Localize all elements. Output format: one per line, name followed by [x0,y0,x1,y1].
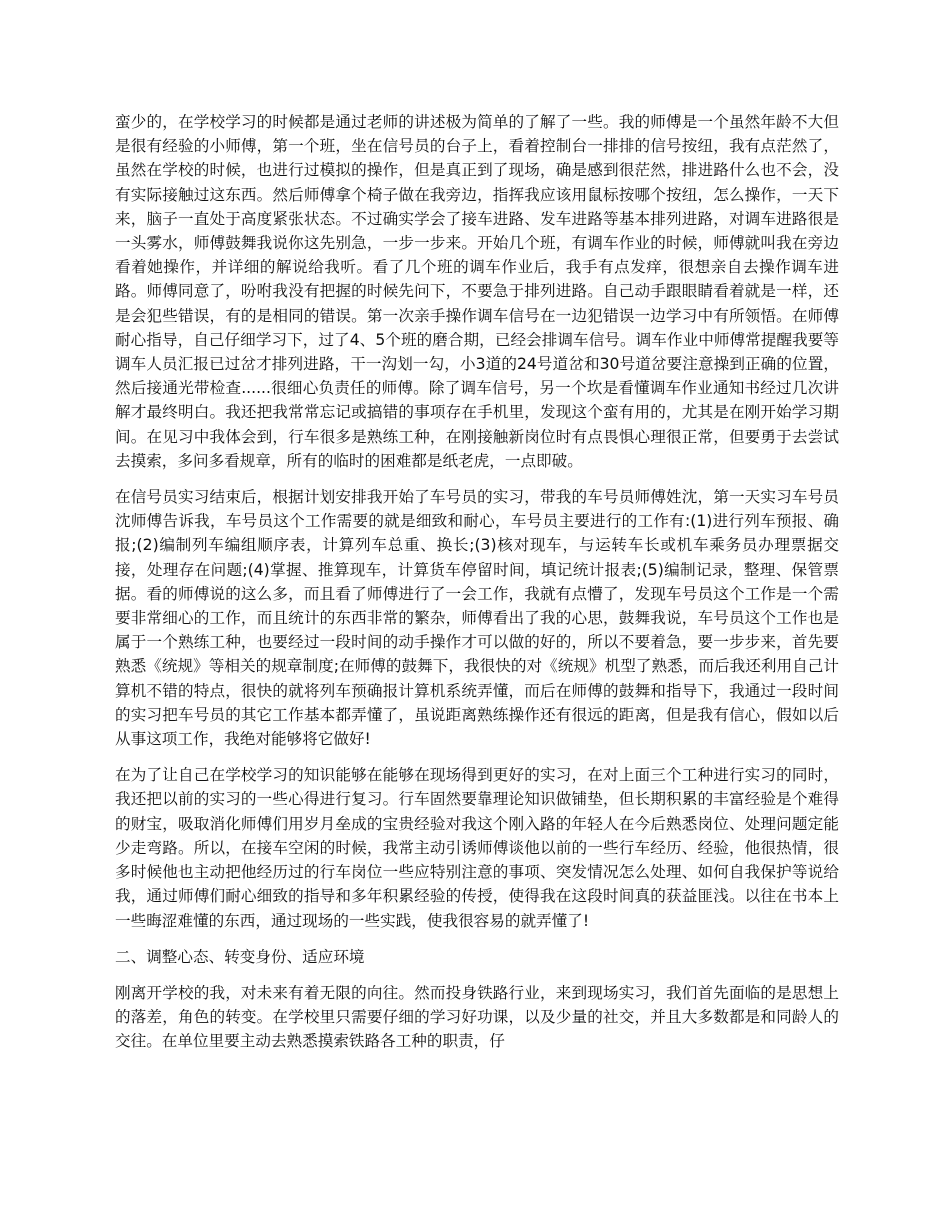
paragraph-car-number-clerk-training: 在信号员实习结束后，根据计划安排我开始了车号员的实习，带我的车号员师傅姓沈，第一天实习车号员沈师傅告诉我，车号员这个工作需要的就是细致和耐心，车号员主要进行的工作有:(1)进行列车预报、确报;(2)编制列车编组顺序表，计算列车总重、换长;(3)核对现车，与运转车长或机车乘务员办理票据交接，处理存在问题;(4)掌握、推算现车，计算货车停留时间，填记统计报表;(5)编制记录，整理、保管票据。看的师傅说的这么多，而且看了师傅进行了一会工作，我就有点懵了，发现车号员这个工作是一个需要非常细心的工作，而且统计的东西非常的繁杂，师傅看出了我的心思，鼓舞我说，车号员这个工作也是属于一个熟练工种，也要经过一段时间的动手操作才可以做的好的，所以不要着急，要一步步来，首先要熟悉《统规》等相关的规章制度;在师傅的鼓舞下，我很快的对《统规》机型了熟悉，而后我还利用自己计算机不错的特点，很快的就将列车预确报计算机系统弄懂，而后在师傅的鼓舞和指导下，我通过一段时间的实习把车号员的其它工作基本都弄懂了，虽说距离熟练操作还有很远的距离，但是我有信心，假如以后从事这项工作，我绝对能够将它做好! [115,488,839,749]
section-heading-adjust-mindset: 二、调整心态、转变身份、适应环境 [115,947,365,966]
paragraph-signalman-training: 蛮少的，在学校学习的时候都是通过老师的讲述极为简单的了解了一些。我的师傅是一个虽然年龄不大但是很有经验的小师傅，第一个班，坐在信号员的台子上，看着控制台一排排的信号按纽，我有点茫然了，虽然在学校的时候，也进行过模拟的操作，但是真正到了现场，确是感到很茫然，排进路什么也不会，没有实际接触过这东西。然后师傅拿个椅子做在我旁边，指挥我应该用鼠标按哪个按纽，怎么操作，一天下来，脑子一直处于高度紧张状态。不过确实学会了接车进路、发车进路等基本排列进路，对调车进路很是一头雾水，师傅鼓舞我说你这先别急，一步一步来。开始几个班，有调车作业的时候，师傅就叫我在旁边看着她操作，并详细的解说给我听。看了几个班的调车作业后，我手有点发痒，很想亲自去操作调车进路。师傅同意了，吩咐我没有把握的时候先问下，不要急于排列进路。自己动手跟眼睛看着就是一样，还是会犯些错误，有的是相同的错误。第一次亲手操作调车信号在一边犯错误一边学习中有所领悟。在师傅耐心指导，自己仔细学习下，过了4、5个班的磨合期，已经会排调车信号。调车作业中师傅常提醒我要等调车人员汇报已过岔才排列进路，干一沟划一勾，小3道的24号道岔和30号道岔要注意操到正确的位置，然后接通光带检查......很细心负责任的师傅。除了调车信号，另一个坎是看懂调车作业通知书经过几次讲解才最终明白。我还把我常常忘记或搞错的事项存在手机里，发现这个蛮有用的，尤其是在刚开始学习期间。在见习中我体会到，行车很多是熟练工种，在刚接触新岗位时有点畏惧心理很正常，但要勇于去尝试去摸索，多问多看规章，所有的临时的困难都是纸老虎，一点即破。 [115,113,839,470]
paragraph-leaving-school: 刚离开学校的我，对未来有着无限的向往。然而投身铁路行业，来到现场实习，我们首先面临的是思想上的落差，角色的转变。在学校里只需要仔细的学习好功课，以及少量的社交，并且大多数都是和同龄人的交往。在单位里要主动去熟悉摸索铁路各工种的职责，仔 [115,983,839,1051]
document-body [115,110,839,1066]
paragraph-review-experience: 在为了让自己在学校学习的知识能够在能够在现场得到更好的实习，在对上面三个工种进行实习的同时，我还把以前的实习的一些心得进行复习。行车固然要靠理论知识做铺垫，但长期积累的丰富经验是个难得的财宝，吸取消化师傅们用岁月垒成的宝贵经验对我这个刚入路的年轻人在今后熟悉岗位、处理问题定能少走弯路。所以，在接车空闲的时候，我常主动引诱师傅谈他以前的一些行车经历、经验，他很热情，很多时候他也主动把他经历过的行车岗位一些应特别注意的事项、突发情况怎么处理、如何自我保护等说给我，通过师傅们耐心细致的指导和多年积累经验的传授，使得我在这段时间真的获益匪浅。以往在书本上一些晦涩难懂的东西，通过现场的一些实践，使我很容易的就弄懂了! [115,766,839,930]
